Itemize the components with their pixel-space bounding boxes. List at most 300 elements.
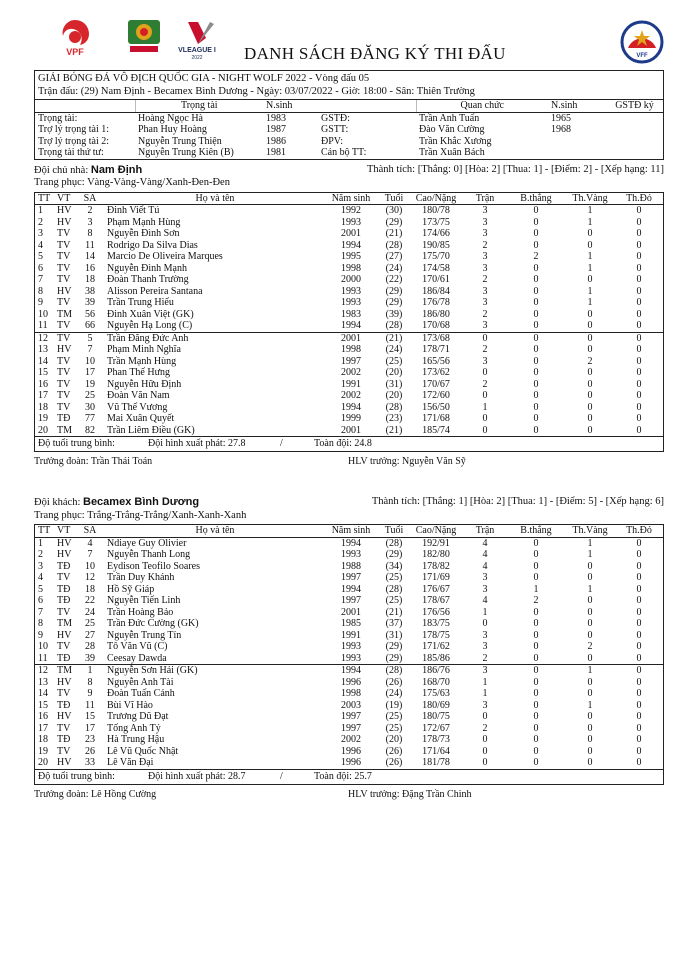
player-birth-year: 1993 <box>341 549 361 560</box>
match-details-line: Trận đấu: (29) Nam Định - Becamex Bình Dương - Ngày: 03/07/2022 - Giờ: 18:00 - Sân: Thiên Trường <box>38 86 475 97</box>
player-height-weight: 170/68 <box>422 320 450 331</box>
col-tt: TT <box>35 525 57 537</box>
player-yellow-cards: 0 <box>587 390 593 401</box>
player-position: TM <box>57 618 72 629</box>
home-players-rows <box>35 205 663 437</box>
player-row <box>35 688 663 700</box>
player-birth-year: 2001 <box>341 606 361 618</box>
home-team-name: Nam Định <box>90 163 143 176</box>
player-number: 9 <box>38 629 43 641</box>
player-position: TV <box>57 355 71 367</box>
player-goals: 2 <box>533 251 539 262</box>
player-age: (29) <box>385 297 403 308</box>
player-yellow-cards: 0 <box>587 378 593 390</box>
player-number: 16 <box>38 711 48 722</box>
player-height-weight: 176/56 <box>422 606 450 618</box>
player-position: TV <box>57 332 79 344</box>
player-position: TV <box>57 390 71 401</box>
player-goals: 0 <box>533 216 539 228</box>
official-row <box>35 112 663 124</box>
away-avg-slash: / <box>280 770 283 782</box>
player-height-weight: 173/62 <box>422 367 450 378</box>
player-shirt: 14 <box>85 251 95 262</box>
player-red-cards: 0 <box>636 560 642 572</box>
player-age: (28) <box>379 665 409 677</box>
player-name: Trần Trung Hiếu <box>107 297 174 308</box>
player-shirt: 25 <box>85 390 95 401</box>
officials-header-birth: N.sinh <box>263 100 318 112</box>
away-team-record: Thành tích: [Thắng: 1] [Hòa: 2] [Thua: 1] - [Điểm: 5] - [Xếp hạng: 6] <box>371 496 664 507</box>
player-yellow-cards: 1 <box>587 205 593 216</box>
player-matches: 3 <box>482 251 488 262</box>
player-matches: 0 <box>482 757 488 768</box>
player-red-cards: 0 <box>636 583 642 595</box>
player-row <box>35 228 663 240</box>
player-number: 16 <box>38 378 48 390</box>
player-shirt: 15 <box>85 711 95 722</box>
player-row <box>35 595 663 607</box>
player-row <box>35 425 663 437</box>
player-red-cards: 0 <box>636 344 642 355</box>
player-position: TĐ <box>57 413 71 424</box>
away-players-table <box>35 525 663 769</box>
away-players-header <box>35 525 663 537</box>
player-goals: 0 <box>533 549 539 560</box>
home-staff <box>34 452 664 468</box>
player-age: (21) <box>385 424 403 436</box>
player-height-weight: 165/56 <box>422 355 450 367</box>
player-goals: 2 <box>533 595 539 606</box>
player-yellow-cards: 0 <box>587 572 593 583</box>
col-birth: Năm sinh <box>323 525 379 537</box>
player-red-cards: 0 <box>636 711 642 722</box>
player-birth-year: 1995 <box>341 251 361 262</box>
player-height-weight: 172/60 <box>422 390 450 401</box>
player-number: 15 <box>38 367 48 378</box>
player-position: TV <box>57 274 71 285</box>
player-shirt: 18 <box>85 274 95 285</box>
player-number: 20 <box>38 757 48 768</box>
player-row <box>35 240 663 252</box>
player-name: Trần Liêm Điều (GK) <box>107 424 195 436</box>
player-height-weight: 171/62 <box>422 641 450 652</box>
player-row <box>35 723 663 735</box>
player-row <box>35 700 663 712</box>
player-birth-year: 1994 <box>323 665 379 677</box>
player-age: (25) <box>385 355 403 367</box>
player-height-weight: 171/68 <box>422 413 450 424</box>
player-row <box>35 205 663 217</box>
player-number: 3 <box>38 560 43 572</box>
player-height-weight: 178/82 <box>422 560 450 572</box>
col-tt: TT <box>35 193 57 205</box>
player-red-cards: 0 <box>636 205 642 216</box>
player-yellow-cards: 0 <box>587 239 593 251</box>
player-name: Tô Văn Vũ (C) <box>107 641 168 652</box>
player-position: HV <box>57 537 72 549</box>
player-shirt: 38 <box>85 285 95 297</box>
player-red-cards: 0 <box>636 262 642 274</box>
player-birth-year: 1996 <box>341 745 361 757</box>
player-birth-year: 1998 <box>341 688 361 699</box>
player-number: 6 <box>38 262 43 274</box>
player-birth-year: 2001 <box>323 332 379 344</box>
player-number: 7 <box>38 274 43 285</box>
player-number: 8 <box>38 285 43 297</box>
player-height-weight: 180/78 <box>422 205 450 216</box>
player-position: TV <box>57 378 71 390</box>
player-matches: 3 <box>482 355 488 367</box>
player-number: 6 <box>38 595 43 606</box>
player-red-cards: 0 <box>636 228 642 239</box>
player-number: 15 <box>38 699 48 711</box>
player-height-weight: 168/70 <box>422 676 450 688</box>
player-shirt: 17 <box>85 722 95 734</box>
player-birth-year: 1985 <box>341 618 361 629</box>
player-red-cards: 0 <box>636 757 642 768</box>
player-birth-year: 1997 <box>341 572 361 583</box>
player-name: Đoàn Tuấn Cảnh <box>107 688 175 699</box>
player-yellow-cards: 1 <box>587 262 593 274</box>
player-shirt: 4 <box>87 537 93 549</box>
vff-logo-icon <box>620 20 664 64</box>
player-row <box>35 367 663 379</box>
player-number: 2 <box>38 549 43 560</box>
official-birth: 1986 <box>266 135 286 147</box>
player-number: 10 <box>38 641 48 652</box>
officials-table <box>35 100 663 159</box>
supervisor-role: Cán bộ TT: <box>321 147 367 158</box>
official-birth: 1987 <box>266 124 286 135</box>
player-matches: 3 <box>482 320 488 331</box>
player-matches: 4 <box>482 537 488 549</box>
player-birth-year: 2002 <box>341 734 361 745</box>
player-number: 11 <box>38 652 48 664</box>
official-row <box>35 147 663 159</box>
player-shirt: 7 <box>87 549 93 560</box>
header <box>34 0 664 70</box>
player-shirt: 1 <box>79 665 101 677</box>
supervisor-role: GSTT: <box>321 124 349 135</box>
away-team-label: Đội khách: <box>34 497 81 508</box>
player-yellow-cards: 0 <box>587 618 593 629</box>
player-row <box>35 274 663 286</box>
player-height-weight: 175/63 <box>422 688 450 699</box>
player-birth-year: 1997 <box>341 722 361 734</box>
player-yellow-cards: 1 <box>587 297 593 308</box>
player-height-weight: 170/67 <box>422 378 450 390</box>
league-ball-logo-icon <box>124 16 164 58</box>
player-birth-year: 1988 <box>341 560 361 572</box>
player-birth-year: 1983 <box>341 308 361 320</box>
player-position: HV <box>57 757 72 768</box>
player-red-cards: 0 <box>636 722 642 734</box>
player-age: (29) <box>385 285 403 297</box>
player-shirt: 77 <box>85 413 95 424</box>
player-age: (28) <box>385 583 403 595</box>
player-red-cards: 0 <box>636 572 642 583</box>
player-position: TV <box>57 722 71 734</box>
supervisor-role: GSTĐ: <box>321 112 350 124</box>
player-birth-year: 1994 <box>341 239 361 251</box>
player-row <box>35 584 663 596</box>
player-red-cards: 0 <box>636 652 642 664</box>
col-red: Th.Đỏ <box>615 193 663 205</box>
player-age: (19) <box>385 699 403 711</box>
player-matches: 3 <box>482 228 488 239</box>
player-yellow-cards: 1 <box>587 583 593 595</box>
player-row <box>35 653 663 665</box>
player-position: TĐ <box>57 699 71 711</box>
player-matches: 2 <box>482 722 488 734</box>
player-name: Tống Anh Tỷ <box>107 722 161 734</box>
player-position: TV <box>57 688 71 699</box>
player-birth-year: 1993 <box>341 285 361 297</box>
player-position: TV <box>57 641 71 652</box>
player-name: Hồ Sỹ Giáp <box>107 583 155 595</box>
player-shirt: 5 <box>79 332 101 344</box>
player-yellow-cards: 0 <box>587 274 593 285</box>
player-shirt: 9 <box>87 688 93 699</box>
player-red-cards: 0 <box>636 285 642 297</box>
player-number: 19 <box>38 745 48 757</box>
player-red-cards: 0 <box>636 320 642 331</box>
player-goals: 0 <box>533 618 539 629</box>
player-age: (29) <box>385 549 403 560</box>
player-age: (28) <box>385 320 403 331</box>
player-goals: 0 <box>533 285 539 297</box>
player-red-cards: 0 <box>636 606 642 618</box>
player-height-weight: 183/75 <box>422 618 450 629</box>
player-age: (27) <box>385 251 403 262</box>
player-height-weight: 174/58 <box>422 262 450 274</box>
player-name: Nguyễn Trung Tín <box>107 629 182 641</box>
player-name: Ceesay Dawda <box>107 652 167 664</box>
player-yellow-cards: 0 <box>587 688 593 699</box>
official-birth: 1981 <box>266 147 286 158</box>
official-role: Trợ lý trọng tài 2: <box>38 135 110 147</box>
player-age: (20) <box>385 390 403 401</box>
player-height-weight: 178/75 <box>422 629 450 641</box>
player-red-cards: 0 <box>636 308 642 320</box>
player-yellow-cards: 0 <box>587 413 593 424</box>
player-shirt: 10 <box>85 560 95 572</box>
player-number: 13 <box>38 344 48 355</box>
player-goals: 0 <box>533 367 539 378</box>
player-height-weight: 186/84 <box>422 285 450 297</box>
player-number: 17 <box>38 390 48 401</box>
player-row <box>35 332 663 344</box>
player-position: HV <box>57 711 72 722</box>
player-number: 3 <box>38 228 43 239</box>
player-position: TV <box>57 606 71 618</box>
player-shirt: 27 <box>85 629 95 641</box>
vleague-logo-text: VLEAGUE I <box>178 47 216 54</box>
player-name: Hà Trung Hậu <box>107 734 165 745</box>
player-birth-year: 1993 <box>341 641 361 652</box>
col-yellow: Th.Vàng <box>565 193 615 205</box>
officials-header-birth2: N.sinh <box>548 100 606 112</box>
player-row <box>35 402 663 414</box>
player-red-cards: 0 <box>636 699 642 711</box>
player-position: TM <box>57 665 79 677</box>
player-matches: 2 <box>482 239 488 251</box>
player-matches: 3 <box>482 699 488 711</box>
player-goals: 0 <box>533 320 539 331</box>
home-team-label: Đội chủ nhà: <box>34 164 89 176</box>
player-age: (21) <box>379 332 409 344</box>
col-age: Tuổi <box>379 193 409 205</box>
player-shirt: 26 <box>85 745 95 757</box>
player-row <box>35 537 663 549</box>
player-age: (30) <box>385 205 403 216</box>
player-goals: 0 <box>533 560 539 572</box>
player-height-weight: 186/80 <box>422 308 450 320</box>
vpf-logo-icon <box>58 18 92 58</box>
player-birth-year: 1997 <box>341 595 361 606</box>
player-position: HV <box>57 629 72 641</box>
col-vt: VT <box>57 193 79 205</box>
player-birth-year: 1997 <box>341 711 361 722</box>
player-position: TV <box>57 297 71 308</box>
col-yellow: Th.Vàng <box>565 525 615 537</box>
player-shirt: 25 <box>85 618 95 629</box>
official-name: Hoàng Ngọc Hà <box>138 112 203 124</box>
player-shirt: 28 <box>85 641 95 652</box>
home-team-header <box>34 164 664 178</box>
home-players-table-box <box>34 192 664 438</box>
official-name: Nguyễn Trung Kiên (B) <box>138 147 234 158</box>
player-age: (37) <box>385 618 403 629</box>
player-yellow-cards: 2 <box>587 355 593 367</box>
player-yellow-cards: 0 <box>587 401 593 413</box>
player-age: (25) <box>385 722 403 734</box>
player-goals: 0 <box>533 378 539 390</box>
player-yellow-cards: 1 <box>587 216 593 228</box>
player-row <box>35 572 663 584</box>
player-name: Trần Mạnh Hùng <box>107 355 177 367</box>
player-age: (23) <box>385 413 403 424</box>
player-height-weight: 176/78 <box>422 297 450 308</box>
player-age: (28) <box>385 401 403 413</box>
player-position: TĐ <box>57 583 71 595</box>
player-number: 8 <box>38 618 43 629</box>
away-team-uniform: Trang phục: Trắng-Trắng-Trắng/Xanh-Xanh-Xanh <box>34 509 247 521</box>
away-players-table-box <box>34 524 664 770</box>
player-matches: 3 <box>482 262 488 274</box>
player-matches: 3 <box>482 205 488 216</box>
home-avg-label: Độ tuổi trung bình: <box>38 438 115 449</box>
supervisor-name: Trần Khắc Xương <box>419 135 492 147</box>
player-yellow-cards: 1 <box>587 549 593 560</box>
player-red-cards: 0 <box>636 549 642 560</box>
home-avg-slash: / <box>280 438 283 449</box>
player-yellow-cards: 2 <box>587 641 593 652</box>
player-yellow-cards: 0 <box>587 595 593 606</box>
player-row <box>35 757 663 769</box>
player-birth-year: 1991 <box>341 629 361 641</box>
player-age: (25) <box>385 572 403 583</box>
player-yellow-cards: 0 <box>587 320 593 331</box>
player-height-weight: 182/80 <box>422 549 450 560</box>
player-goals: 0 <box>533 711 539 722</box>
supervisor-birth: 1965 <box>551 112 571 124</box>
home-players-header <box>35 193 663 205</box>
player-yellow-cards: 1 <box>565 665 615 677</box>
officials-header-gstd: GSTĐ ký <box>606 100 663 112</box>
player-name: Trần Đăng Đức Anh <box>101 332 323 344</box>
player-position: HV <box>57 216 72 228</box>
col-birth: Năm sinh <box>323 193 379 205</box>
player-position: HV <box>57 205 72 216</box>
competition-line: GIẢI BÓNG ĐÁ VÔ ĐỊCH QUỐC GIA - NIGHT WOLF 2022 - Vòng đấu 05 <box>38 73 370 84</box>
player-matches: 3 <box>482 641 488 652</box>
player-red-cards: 0 <box>636 745 642 757</box>
home-average-age <box>34 437 664 452</box>
player-name: Đinh Xuân Việt (GK) <box>107 308 194 320</box>
player-goals: 0 <box>533 572 539 583</box>
vleague-logo-icon <box>172 18 222 60</box>
player-goals: 0 <box>533 652 539 664</box>
player-age: (21) <box>385 228 403 239</box>
officials-header-official: Quan chức <box>416 100 548 112</box>
player-yellow-cards: 0 <box>587 228 593 239</box>
player-row <box>35 746 663 758</box>
official-role: Trợ lý trọng tài 1: <box>38 124 110 135</box>
player-position: HV <box>57 344 72 355</box>
player-red-cards: 0 <box>636 355 642 367</box>
player-name: Lê Văn Đại <box>107 757 154 768</box>
player-matches: 0 <box>482 390 488 401</box>
player-red-cards: 0 <box>615 665 663 677</box>
player-number: 11 <box>38 320 48 331</box>
official-row <box>35 136 663 148</box>
player-matches: 2 <box>482 274 488 285</box>
player-red-cards: 0 <box>636 401 642 413</box>
official-row <box>35 124 663 136</box>
player-birth-year: 1993 <box>341 297 361 308</box>
player-matches: 0 <box>482 367 488 378</box>
player-number: 1 <box>38 205 43 216</box>
player-goals: 0 <box>533 734 539 745</box>
player-goals: 0 <box>533 757 539 768</box>
player-red-cards: 0 <box>636 378 642 390</box>
player-yellow-cards: 0 <box>587 676 593 688</box>
player-row <box>35 263 663 275</box>
player-shirt: 17 <box>85 367 95 378</box>
gstd-signature-cell <box>606 147 663 159</box>
vleague-logo-year: 2022 <box>191 55 203 60</box>
player-age: (34) <box>385 560 403 572</box>
player-yellow-cards: 0 <box>587 722 593 734</box>
player-number: 9 <box>38 297 43 308</box>
away-avg-all: Toàn đội: 25.7 <box>314 770 372 782</box>
player-position: HV <box>57 285 72 297</box>
player-number: 7 <box>38 606 43 618</box>
away-staff <box>34 785 664 801</box>
player-position: HV <box>57 676 72 688</box>
home-team-leader: Trưởng đoàn: Trần Thái Toán <box>34 456 153 467</box>
player-birth-year: 2003 <box>341 699 361 711</box>
official-name: Nguyễn Trung Thiện <box>138 135 222 147</box>
player-shirt: 16 <box>85 262 95 274</box>
player-birth-year: 2002 <box>341 390 361 401</box>
player-red-cards: 0 <box>636 239 642 251</box>
player-goals: 0 <box>533 699 539 711</box>
home-head-coach: HLV trưởng: Nguyễn Văn Sỹ <box>348 456 466 467</box>
player-position: TĐ <box>57 652 71 664</box>
player-birth-year: 1994 <box>341 320 361 331</box>
